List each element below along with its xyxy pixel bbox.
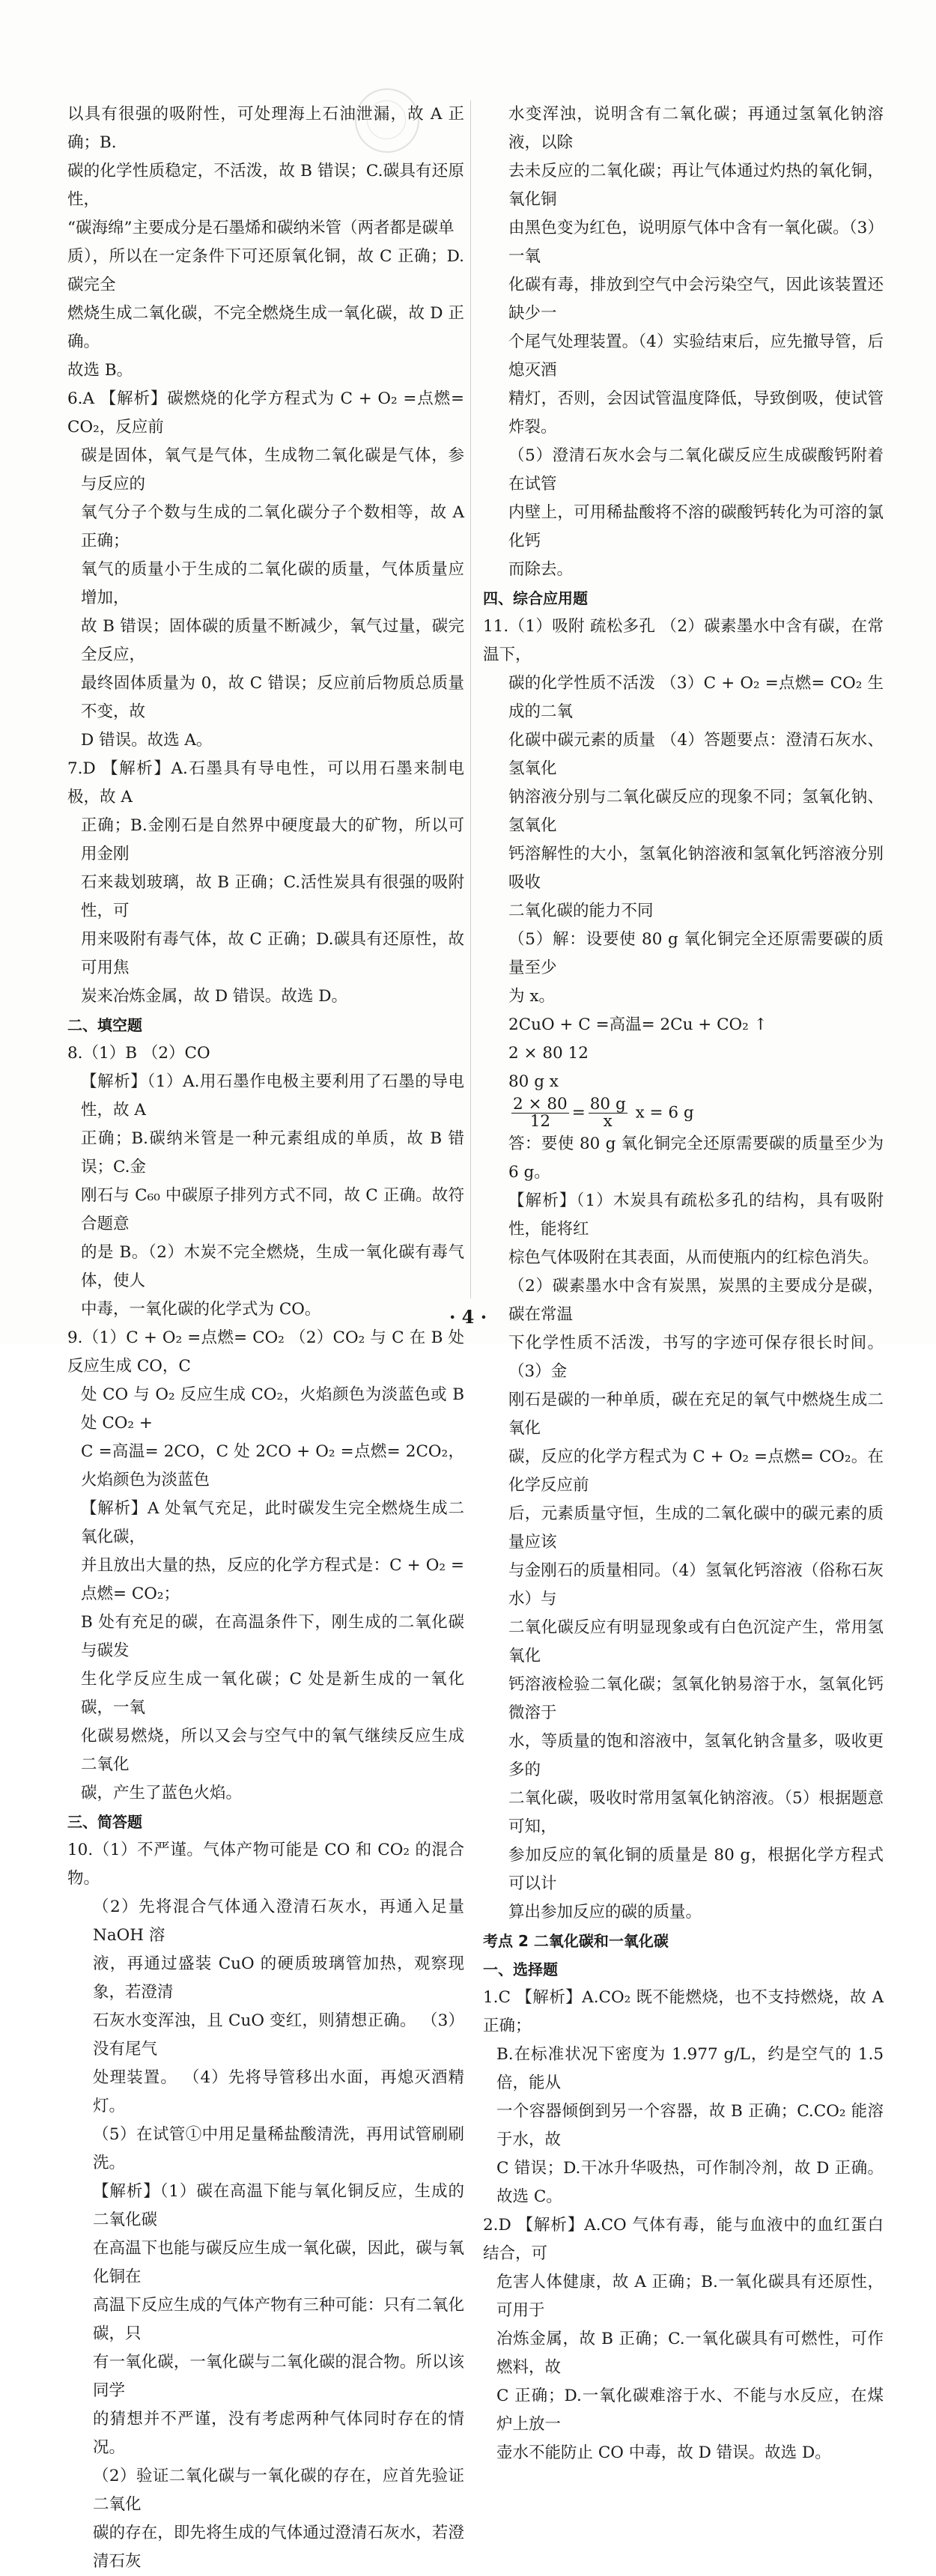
column-divider: [470, 100, 471, 1298]
equation-ratio-line: 2 × 80 12: [508, 1044, 589, 1063]
text-line: 由黑色变为红色，说明原气体中含有一氧化碳。（3）一氧: [508, 219, 884, 266]
text-line: 用来吸附有毒气体，故 C 正确；D.碳具有还原性，故可用焦: [81, 930, 464, 977]
text-line: 精灯，否则，会因试管温度降低，导致倒吸，使试管炸裂。: [508, 389, 884, 437]
topic-heading: 考点 2 二氧化碳和一氧化碳: [483, 1932, 669, 1950]
section-heading-fill-blank: 二、填空题: [67, 1016, 142, 1034]
answer-statement: 答：要使 80 g 氧化铜完全还原需要碳的质量至少为 6 g。: [508, 1134, 884, 1182]
text-line: 一个容器倾倒到另一个容器，故 B 正确；C.CO₂ 能溶于水，故: [496, 2102, 884, 2149]
text-line: 氧气的质量小于生成的二氧化碳的质量，气体质量应增加，: [81, 560, 464, 607]
text-line: （2）先将混合气体通入澄清石灰水，再通入足量 NaOH 溶: [93, 1898, 464, 1945]
text-line: 有一氧化碳，一氧化碳与二氧化碳的混合物。所以该同学: [93, 2353, 464, 2400]
text-line: 钠溶液分别与二氧化碳反应的现象不同；氢氧化钠、氢氧化: [508, 788, 884, 835]
text-line: 冶炼金属，故 B 正确；C.一氧化碳具有可燃性，可作燃料，故: [496, 2330, 884, 2377]
text-line: 壶水不能防止 CO 中毒，故 D 错误。故选 D。: [496, 2443, 831, 2462]
text-line: 高温下反应生成的气体产物有三种可能：只有二氧化碳，只: [93, 2296, 464, 2343]
answer-6-line: 6.A 【解析】碳燃烧的化学方程式为 C + O₂ =点燃= CO₂，反应前: [67, 389, 464, 437]
answer-9-line: 9.（1）C + O₂ =点燃= CO₂ （2）CO₂ 与 C 在 B 处反应生成 CO，C: [67, 1328, 464, 1376]
text-line: 正确；B.碳纳米管是一种元素组成的单质，故 B 错误；C.金: [81, 1129, 464, 1176]
text-line: 质），所以在一定条件下可还原氧化铜，故 C 正确；D.碳完全: [67, 247, 464, 294]
text-line: B.在标准状况下密度为 1.977 g/L，约是空气的 1.5 倍，能从: [496, 2045, 884, 2092]
text-line: 【解析】（1）A.用石墨作电极主要利用了石墨的导电性，故 A: [81, 1072, 464, 1120]
text-line: 后，元素质量守恒，生成的二氧化碳中的碳元素的质量应该: [508, 1504, 884, 1552]
text-line: 故 B 错误；固体碳的质量不断减少，氧气过量，碳完全反应，: [81, 617, 464, 664]
text-line: D 错误。故选 A。: [81, 731, 213, 750]
text-line: 最终固体质量为 0，故 C 错误；反应前后物质总质量不变，故: [81, 674, 464, 721]
text-line: 刚石是碳的一种单质，碳在充足的氧气中燃烧生成二氧化: [508, 1391, 884, 1438]
text-line: 刚石与 C₆₀ 中碳原子排列方式不同，故 C 正确。故符合题意: [81, 1186, 464, 1233]
text-line: 去未反应的二氧化碳；再让气体通过灼热的氧化铜，氧化铜: [508, 162, 884, 209]
text-line: 水变浑浊，说明含有二氧化碳；再通过氢氧化钠溶液，以除: [508, 105, 884, 152]
text-line: C =高温= 2CO，C 处 2CO + O₂ =点燃= 2CO₂，火焰颜色为淡蓝色: [81, 1442, 464, 1489]
section-heading-choice: 一、选择题: [483, 1960, 558, 1978]
text-line: C 正确；D.一氧化碳难溶于水、不能与水反应，在煤炉上放一: [496, 2387, 884, 2434]
text-line: 危害人体健康，故 A 正确；B.一氧化碳具有还原性，可用于: [496, 2273, 884, 2320]
left-column: [67, 100, 464, 2576]
text-line: 化碳有毒，排放到空气中会污染空气，因此该装置还缺少一: [508, 276, 884, 323]
answer-1-line: 1.C 【解析】A.CO₂ 既不能燃烧，也不支持燃烧，故 A 正确；: [483, 1988, 884, 2035]
text-line: 个尾气处理装置。（4）实验结束后，应先撤导管，后熄灭酒: [508, 332, 884, 380]
equation-mass-line: 80 g x: [508, 1072, 559, 1091]
right-column: [483, 100, 884, 2467]
text-line: （5）在试管①中用足量稀盐酸清洗，再用试管刷刷洗。: [93, 2125, 464, 2172]
text-line: 正确；B.金刚石是自然界中硬度最大的矿物，所以可用金刚: [81, 816, 464, 863]
page-number: · 4 ·: [449, 1306, 487, 1328]
equation-line: 2CuO + C =高温= 2Cu + CO₂ ↑: [508, 1015, 768, 1034]
answer-8-line: 8.（1）B （2）CO: [67, 1044, 210, 1063]
text-line: 【解析】（1）碳在高温下能与氧化铜反应，生成的二氧化碳: [93, 2182, 464, 2229]
text-line: 碳的存在，即先将生成的气体通过澄清石灰水，若澄清石灰: [93, 2524, 464, 2571]
text-line: 在高温下也能与碳反应生成一氧化碳，因此，碳与氧化铜在: [93, 2239, 464, 2286]
text-line: 钙溶解性的大小，氢氧化钠溶液和氢氧化钙溶液分别吸收: [508, 845, 884, 892]
text-line: 钙溶液检验二氧化碳；氢氧化钠易溶于水，氢氧化钙微溶于: [508, 1675, 884, 1722]
text-line: 碳的化学性质不活泼 （3）C + O₂ =点燃= CO₂ 生成的二氧: [508, 674, 884, 721]
answer-11-line: 11.（1）吸附 疏松多孔 （2）碳素墨水中含有碳，在常温下，: [483, 617, 884, 664]
fraction-right: $\frac{80 g}{x}$: [589, 1095, 626, 1131]
text-line: 内壁上，可用稀盐酸将不溶的碳酸钙转化为可溶的氯化钙: [508, 503, 884, 550]
text-line: 燃烧生成二氧化碳，不完全燃烧生成一氧化碳，故 D 正确。: [67, 304, 464, 351]
solution-value: x = 6 g: [635, 1103, 694, 1123]
text-line: 碳，产生了蓝色火焰。: [81, 1784, 243, 1802]
text-line: B 处有充足的碳，在高温条件下，刚生成的二氧化碳与碳发: [81, 1613, 464, 1660]
answer-2-line: 2.D 【解析】A.CO 气体有毒，能与血液中的血红蛋白结合，可: [483, 2216, 884, 2263]
text-line: （5）澄清石灰水会与二氧化碳反应生成碳酸钙附着在试管: [508, 446, 884, 493]
proportion-line: $\frac{2 \times 80}{12}$ = $\frac{80 g}{x}$ x = 6 g: [513, 1095, 694, 1131]
fraction-left: $\frac{2 \times 80}{12}$: [513, 1095, 568, 1131]
section-heading-short-answer: 三、简答题: [67, 1813, 142, 1831]
text-line: 【解析】（1）木炭具有疏松多孔的结构，具有吸附性，能将红: [508, 1191, 884, 1239]
text-line: 故选 B。: [67, 361, 133, 380]
text-line: （2）碳素墨水中含有炭黑，炭黑的主要成分是碳，碳在常温: [508, 1277, 884, 1324]
text-line: 二氧化碳反应有明显现象或有白色沉淀产生，常用氢氧化: [508, 1618, 884, 1665]
text-line: C 错误；D.干冰升华吸热，可作制冷剂，故 D 正确。故选 C。: [496, 2159, 884, 2206]
text-line: 二氧化碳，吸收时常用氢氧化钠溶液。（5）根据题意可知，: [508, 1789, 884, 1836]
text-line: 二氧化碳的能力不同: [508, 902, 654, 920]
text-line: 水，等质量的饱和溶液中，氢氧化钠含量多，吸收更多的: [508, 1732, 884, 1779]
text-line: 处 CO 与 O₂ 反应生成 CO₂，火焰颜色为淡蓝色或 B 处 CO₂ +: [81, 1385, 464, 1433]
text-line: “碳海绵”主要成分是石墨烯和碳纳米管（两者都是碳单: [67, 219, 455, 237]
text-line: 为 x。: [508, 987, 555, 1006]
text-line: 碳是固体，氧气是气体，生成物二氧化碳是气体，参与反应的: [81, 446, 464, 493]
text-line: 棕色气体吸附在其表面，从而使瓶内的红棕色消失。: [508, 1248, 879, 1267]
text-line: 液，再通过盛装 CuO 的硬质玻璃管加热，观察现象，若澄清: [93, 1954, 464, 2002]
text-line: （2）验证二氧化碳与一氧化碳的存在，应首先验证二氧化: [93, 2467, 464, 2514]
text-line: 碳的化学性质稳定，不活泼，故 B 错误；C.碳具有还原性，: [67, 162, 464, 209]
text-line: 石来裁划玻璃，故 B 正确；C.活性炭具有很强的吸附性，可: [81, 873, 464, 920]
text-line: 下化学性质不活泼，书写的字迹可保存很长时间。（3）金: [508, 1334, 884, 1381]
text-line: 【解析】A 处氧气充足，此时碳发生完全燃烧生成二氧化碳，: [81, 1499, 464, 1546]
answer-10-line: 10.（1）不严谨。气体产物可能是 CO 和 CO₂ 的混合物。: [67, 1841, 464, 1888]
text-line: 并且放出大量的热，反应的化学方程式是：C + O₂ =点燃= CO₂；: [81, 1556, 464, 1603]
text-line: 化碳中碳元素的质量 （4）答题要点：澄清石灰水、氢氧化: [508, 731, 884, 778]
text-line: （5）解：设要使 80 g 氧化铜完全还原需要碳的质量至少: [508, 930, 884, 977]
text-line: 生化学反应生成一氧化碳；C 处是新生成的一氧化碳，一氧: [81, 1670, 464, 1717]
text-line: 化碳易燃烧，所以又会与空气中的氧气继续反应生成二氧化: [81, 1727, 464, 1774]
text-line: 处理装置。 （4）先将导管移出水面，再熄灭酒精灯。: [93, 2068, 464, 2115]
text-line: 炭来冶炼金属，故 D 错误。故选 D。: [81, 987, 347, 1006]
text-line: 石灰水变浑浊，且 CuO 变红，则猜想正确。 （3）没有尾气: [93, 2011, 464, 2059]
text-line: 氧气分子个数与生成的二氧化碳分子个数相等，故 A 正确；: [81, 503, 464, 550]
answer-7-line: 7.D 【解析】A.石墨具有导电性，可以用石墨来制电极，故 A: [67, 759, 464, 806]
text-line: 的是 B。（2）木炭不完全燃烧，生成一氧化碳有毒气体，使人: [81, 1243, 464, 1290]
text-line: 以具有很强的吸附性，可处理海上石油泄漏，故 A 正确；B.: [67, 105, 464, 152]
text-line: 算出参加反应的碳的质量。: [508, 1903, 702, 1922]
text-line: 而除去。: [508, 560, 574, 579]
text-line: 中毒，一氧化碳的化学式为 CO。: [81, 1300, 321, 1319]
text-line: 碳，反应的化学方程式为 C + O₂ =点燃= CO₂。在化学反应前: [508, 1448, 884, 1495]
section-heading-comprehensive: 四、综合应用题: [483, 589, 588, 607]
text-line: 的猜想并不严谨，没有考虑两种气体同时存在的情况。: [93, 2410, 464, 2457]
text-line: 与金刚石的质量相同。（4）氢氧化钙溶液（俗称石灰水）与: [508, 1561, 884, 1609]
text-line: 参加反应的氧化铜的质量是 80 g，根据化学方程式可以计: [508, 1846, 884, 1893]
